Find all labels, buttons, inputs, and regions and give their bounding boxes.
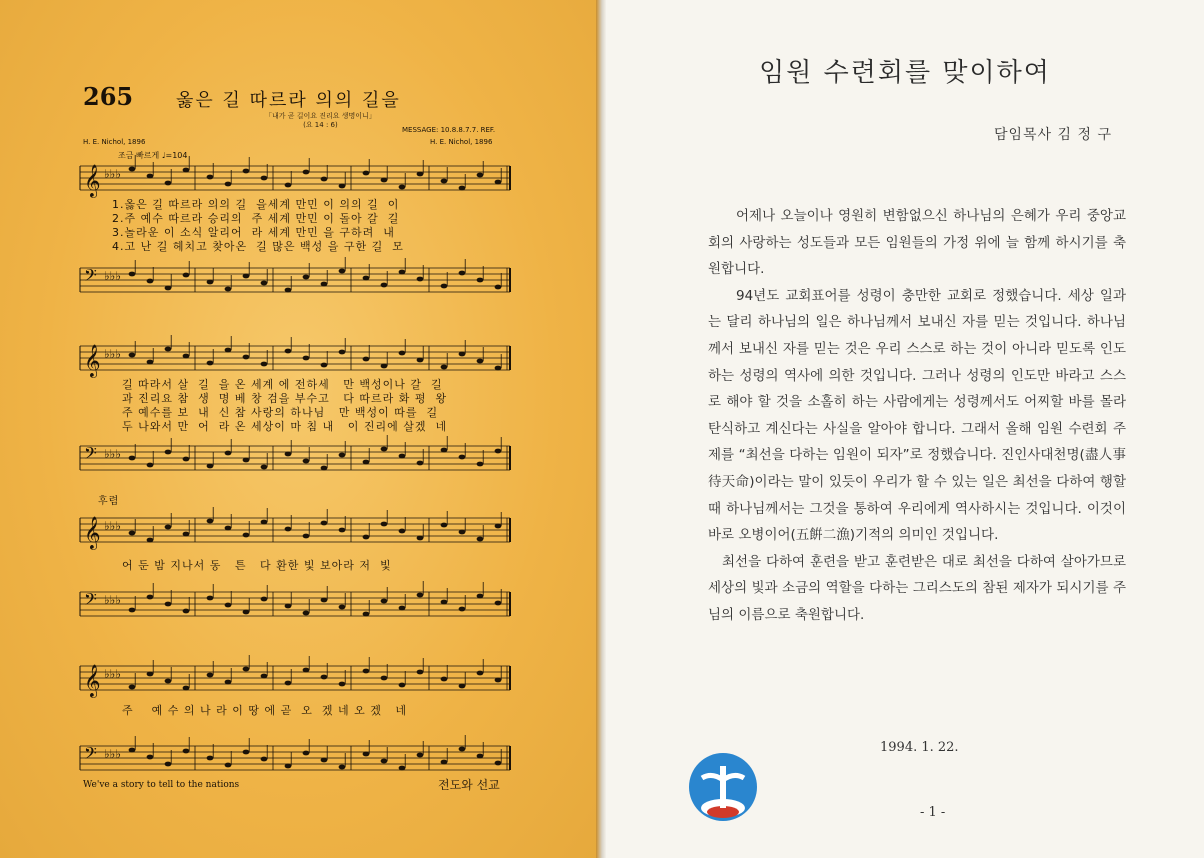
- hymn-number: 265: [83, 82, 134, 111]
- note-head: [399, 351, 406, 356]
- note-head: [381, 364, 388, 369]
- note-head: [381, 178, 388, 183]
- note-head: [399, 270, 406, 275]
- note-head: [243, 169, 250, 174]
- note-head: [261, 674, 268, 679]
- note-head: [147, 672, 154, 677]
- note-head: [417, 593, 424, 598]
- note-head: [495, 180, 502, 185]
- note-head: [261, 176, 268, 181]
- note-head: [165, 450, 172, 455]
- note-head: [183, 273, 190, 278]
- treble-staff-2: [80, 340, 520, 380]
- note-head: [225, 182, 232, 187]
- hymn-subtitle-verse: 「내가 곧 길이요 진리요 생명이니」: [265, 112, 376, 120]
- note-head: [417, 753, 424, 758]
- composer-left: H. E. Nichol, 1896: [83, 138, 146, 146]
- paragraph-3: 최선을 다하여 훈련을 받고 훈련받은 대로 최선을 다하여 살아가므로 세상의 빛과 소금의 역할을 다하는 그리스도의 참된 제자가 되시기를 주님의 이름으로 축원합니다.: [708, 553, 1126, 623]
- note-head: [129, 531, 136, 536]
- note-head: [399, 766, 406, 771]
- note-head: [207, 756, 214, 761]
- note-head: [129, 456, 136, 461]
- paragraph-1: 어제나 오늘이나 영원히 변함없으신 하나님의 은혜가 우리 중앙교회의 사랑하는 성도들과 모든 임원들의 가정 위에 늘 함께 하시기를 축원합니다.: [708, 208, 1126, 278]
- note-head: [207, 596, 214, 601]
- note-head: [207, 519, 214, 524]
- note-head: [207, 673, 214, 678]
- tempo-marking: 조금 빠르게 ♩=104: [118, 151, 188, 160]
- note-head: [363, 276, 370, 281]
- key-signature-icon: ♭♭♭: [104, 447, 121, 461]
- note-head: [147, 360, 154, 365]
- note-head: [381, 522, 388, 527]
- treble-staff-4: [80, 660, 520, 700]
- note-head: [441, 523, 448, 528]
- note-head: [339, 765, 346, 770]
- note-head: [225, 603, 232, 608]
- note-head: [243, 355, 250, 360]
- note-head: [321, 675, 328, 680]
- note-head: [441, 600, 448, 605]
- note-head: [495, 601, 502, 606]
- note-head: [225, 287, 232, 292]
- note-head: [243, 533, 250, 538]
- bass-staff-1: [80, 262, 520, 302]
- note-head: [495, 678, 502, 683]
- note-head: [339, 184, 346, 189]
- note-head: [261, 520, 268, 525]
- note-head: [183, 532, 190, 537]
- lyric-s1-line4: 4.고 난 길 헤치고 찾아온 길 많은 백성 을 구한 길 모: [112, 240, 404, 253]
- note-head: [243, 750, 250, 755]
- note-head: [381, 676, 388, 681]
- note-head: [183, 168, 190, 173]
- note-head: [183, 354, 190, 359]
- clef-icon: 𝄢: [84, 265, 97, 289]
- note-head: [459, 352, 466, 357]
- note-head: [147, 538, 154, 543]
- note-head: [285, 288, 292, 293]
- note-head: [165, 347, 172, 352]
- note-head: [477, 278, 484, 283]
- note-head: [303, 534, 310, 539]
- note-head: [459, 455, 466, 460]
- church-logo-icon: [688, 752, 758, 822]
- note-head: [459, 271, 466, 276]
- note-head: [321, 466, 328, 471]
- bass-staff-3: [80, 586, 520, 626]
- note-head: [477, 173, 484, 178]
- paragraph-2: 94년도 교회표어를 성령이 충만한 교회로 정했습니다. 세상 일과는 달리 하나님의 일은 하나님께서 보내신 자를 믿는 것입니다. 하나님께서 보내신 자를 믿는 것은 우리 스스로 하는 것이 아니라 믿도록 인도하는 성령의 역사에 의한 것입니다. 그러나 성령의 인도만 바라고 스스로 해야 할 것을 소홀히 하는 사람에게는 성령께서도 어찌할 바를 몰라 탄식하고 계신다는 사실을 알아야 합니다. 그래서 올해 임원 수련회 주제를 “최선을 다하는 임원이 되자”로 정했습니다. 진인사대천명(盡人事待天命)이라는 말이 있듯이 우리가 할 수 있는 일은 최선을 다하여 행할때 하나님께서는 그것을 통하여 우리에게 역사하시는 것입니다. 이것이 바로 오병이어(五餠二漁)기적의 의미인 것입니다.: [708, 287, 1126, 544]
- key-signature-icon: ♭♭♭: [104, 747, 121, 761]
- note-head: [225, 680, 232, 685]
- note-head: [225, 348, 232, 353]
- note-head: [129, 608, 136, 613]
- lyric-s2-line2: 과 진리요 참 생 명 베 창 검을 부수고 다 따르라 화 평 왕: [122, 392, 448, 405]
- note-head: [261, 597, 268, 602]
- note-head: [303, 751, 310, 756]
- note-head: [183, 457, 190, 462]
- lyric-s1-line1: 1.옳은 길 따르라 의의 길 을세계 만민 이 의의 길 이: [112, 198, 400, 211]
- note-head: [339, 528, 346, 533]
- key-signature-icon: ♭♭♭: [104, 593, 121, 607]
- note-head: [129, 167, 136, 172]
- note-head: [321, 758, 328, 763]
- refrain-lyric-2: 주 예 수 의 나 라 이 땅 에 곧 오 겠 네 오 겠 네: [122, 704, 407, 717]
- note-head: [243, 610, 250, 615]
- note-head: [261, 281, 268, 286]
- note-head: [303, 668, 310, 673]
- note-head: [129, 272, 136, 277]
- note-head: [495, 449, 502, 454]
- note-head: [399, 529, 406, 534]
- note-head: [495, 524, 502, 529]
- key-signature-icon: ♭♭♭: [104, 269, 121, 283]
- note-head: [495, 761, 502, 766]
- note-head: [477, 754, 484, 759]
- note-head: [363, 357, 370, 362]
- note-head: [363, 669, 370, 674]
- note-head: [207, 175, 214, 180]
- body-text: [708, 203, 1126, 629]
- note-head: [165, 679, 172, 684]
- note-head: [303, 275, 310, 280]
- note-head: [303, 170, 310, 175]
- note-head: [417, 172, 424, 177]
- note-head: [339, 269, 346, 274]
- note-head: [441, 179, 448, 184]
- note-head: [381, 599, 388, 604]
- note-head: [129, 685, 136, 690]
- key-signature-icon: ♭♭♭: [104, 347, 121, 361]
- note-head: [129, 353, 136, 358]
- note-head: [459, 684, 466, 689]
- note-head: [339, 605, 346, 610]
- note-head: [495, 285, 502, 290]
- note-head: [339, 682, 346, 687]
- note-head: [183, 609, 190, 614]
- note-head: [441, 448, 448, 453]
- note-head: [381, 283, 388, 288]
- note-head: [339, 453, 346, 458]
- key-signature-icon: ♭♭♭: [104, 167, 121, 181]
- note-head: [165, 181, 172, 186]
- note-head: [459, 747, 466, 752]
- clef-icon: 𝄞: [84, 516, 101, 549]
- key-signature-icon: ♭♭♭: [104, 519, 121, 533]
- note-head: [321, 177, 328, 182]
- note-head: [243, 274, 250, 279]
- note-head: [399, 683, 406, 688]
- note-head: [147, 463, 154, 468]
- treble-staff-1: [80, 160, 520, 200]
- page-title: 임원 수련회를 맞이하여: [759, 58, 1051, 88]
- note-head: [321, 363, 328, 368]
- note-head: [381, 447, 388, 452]
- note-head: [261, 757, 268, 762]
- lyric-s2-line3: 주 예수를 보 내 신 참 사랑의 하나님 만 백성이 따를 길: [122, 406, 439, 419]
- note-head: [303, 356, 310, 361]
- note-head: [303, 611, 310, 616]
- note-head: [207, 280, 214, 285]
- note-head: [285, 604, 292, 609]
- author-line: 담임목사 김 정 구: [993, 127, 1112, 143]
- note-head: [441, 365, 448, 370]
- meter-label: MESSAGE: 10.8.8.7.7. REF.: [402, 126, 496, 134]
- hymn-title: 옳은 길 따르라 의의 길을: [176, 90, 401, 111]
- clef-icon: 𝄞: [84, 664, 101, 697]
- note-head: [417, 358, 424, 363]
- note-head: [363, 612, 370, 617]
- note-head: [165, 525, 172, 530]
- note-head: [183, 686, 190, 691]
- note-head: [321, 282, 328, 287]
- note-head: [321, 521, 328, 526]
- note-head: [441, 284, 448, 289]
- note-head: [225, 451, 232, 456]
- note-head: [285, 452, 292, 457]
- note-head: [303, 459, 310, 464]
- refrain-label: 후렴: [98, 496, 120, 507]
- note-head: [243, 458, 250, 463]
- note-head: [495, 366, 502, 371]
- note-head: [165, 762, 172, 767]
- note-head: [399, 454, 406, 459]
- clef-icon: 𝄞: [84, 344, 101, 377]
- note-head: [477, 671, 484, 676]
- note-head: [129, 748, 136, 753]
- note-head: [225, 763, 232, 768]
- note-head: [417, 670, 424, 675]
- book-gutter: [596, 0, 606, 858]
- note-head: [477, 462, 484, 467]
- note-head: [183, 749, 190, 754]
- composer-right: H. E. Nichol, 1896: [430, 138, 493, 146]
- note-head: [477, 537, 484, 542]
- note-head: [285, 349, 292, 354]
- lyric-s2-line4: 두 나와서 만 어 라 온 세상이 마 침 내 이 진리에 살겠 네: [122, 420, 448, 433]
- note-head: [147, 279, 154, 284]
- refrain-lyric-1: 어 둔 밤 지나서 동 튼 다 환한 빛 보아라 저 빛: [122, 559, 392, 572]
- note-head: [477, 359, 484, 364]
- note-head: [243, 667, 250, 672]
- note-head: [417, 461, 424, 466]
- note-head: [399, 606, 406, 611]
- hymn-subtitle-ref: (요 14 : 6): [303, 121, 338, 129]
- lyric-s2-line1: 길 따라서 살 길 을 온 세계 에 전하세 만 백성이나 갈 길: [122, 378, 443, 391]
- key-signature-icon: ♭♭♭: [104, 667, 121, 681]
- clef-icon: 𝄢: [84, 443, 97, 467]
- note-head: [363, 171, 370, 176]
- clef-icon: 𝄢: [84, 743, 97, 767]
- page-number: - 1 -: [920, 805, 946, 820]
- clef-icon: 𝄞: [84, 164, 101, 197]
- note-head: [399, 185, 406, 190]
- clef-icon: 𝄢: [84, 589, 97, 613]
- lyric-s1-line3: 3.놀라운 이 소식 알리어 라 세계 만민 을 구하려 내: [112, 226, 395, 239]
- note-head: [441, 760, 448, 765]
- bass-staff-2: [80, 440, 520, 480]
- note-head: [225, 526, 232, 531]
- note-head: [441, 677, 448, 682]
- note-head: [147, 174, 154, 179]
- note-head: [165, 602, 172, 607]
- note-head: [285, 527, 292, 532]
- treble-staff-3: [80, 512, 520, 552]
- note-head: [459, 607, 466, 612]
- hymn-subtitle: [265, 112, 376, 130]
- note-head: [165, 286, 172, 291]
- note-head: [285, 764, 292, 769]
- note-head: [147, 595, 154, 600]
- note-head: [207, 464, 214, 469]
- note-head: [417, 277, 424, 282]
- note-head: [417, 536, 424, 541]
- note-head: [381, 759, 388, 764]
- note-head: [339, 350, 346, 355]
- note-head: [459, 186, 466, 191]
- note-head: [459, 530, 466, 535]
- note-head: [363, 535, 370, 540]
- date-line: 1994. 1. 22.: [880, 740, 959, 755]
- note-head: [207, 361, 214, 366]
- note-head: [147, 755, 154, 760]
- note-head: [363, 752, 370, 757]
- note-head: [321, 598, 328, 603]
- footer-english: We've a story to tell to the nations: [83, 780, 240, 790]
- lyric-s1-line2: 2.주 예수 따르라 승리의 주 세계 만민 이 돌아 갈 길: [112, 212, 400, 225]
- note-head: [261, 362, 268, 367]
- footer-category: 전도와 선교: [438, 778, 500, 792]
- note-head: [477, 594, 484, 599]
- note-head: [363, 460, 370, 465]
- bass-staff-4: [80, 740, 520, 780]
- note-head: [261, 465, 268, 470]
- note-head: [285, 681, 292, 686]
- note-head: [285, 183, 292, 188]
